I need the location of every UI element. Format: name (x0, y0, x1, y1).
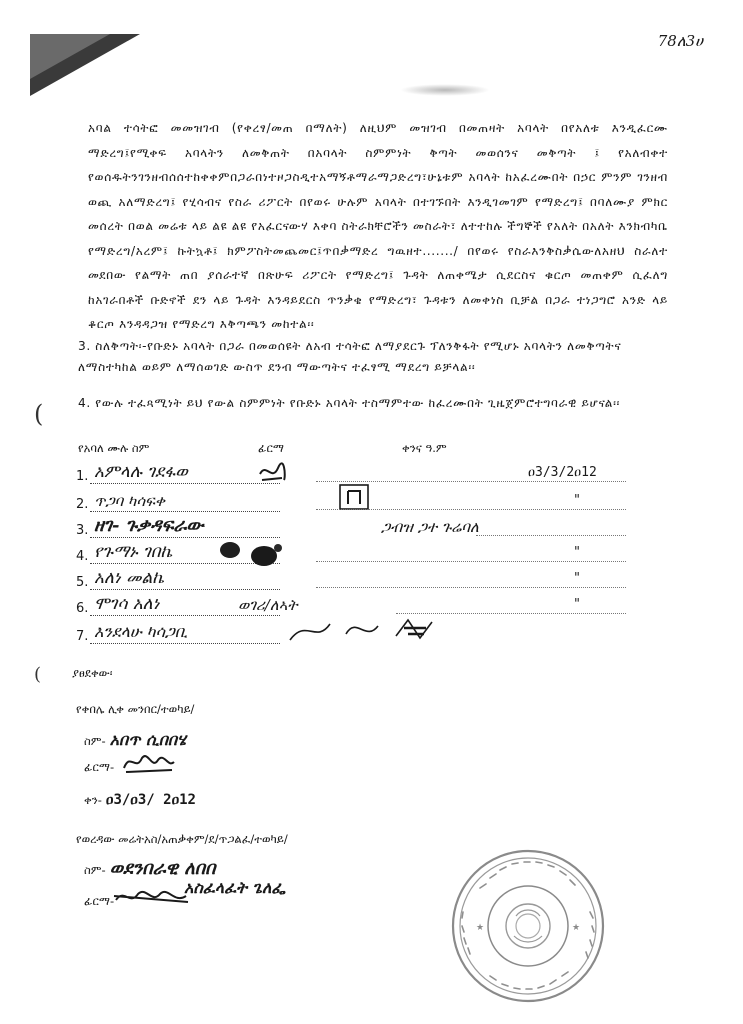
ditto-mark: " (574, 571, 580, 586)
handwritten-signature (112, 884, 192, 910)
name-label: ስም- (84, 734, 106, 748)
header-signature: ፊርማ (258, 441, 284, 455)
page-number: 78ለ3ሀ (657, 32, 703, 50)
fingerprint-box (338, 482, 372, 512)
signature-label: ፊርማ- (84, 894, 115, 908)
signature-text: ወገሪ/ለኣት (238, 596, 298, 614)
ink-smudge (400, 84, 490, 96)
handwritten-signature (118, 748, 178, 778)
handwritten-name: አበጥ ሲበበሄ (109, 730, 186, 749)
signature-text: ጋብዝ ጋተ ጉሬባለ (381, 518, 479, 536)
dotted-line (316, 509, 626, 510)
member-name: ሞገሳ አለነ (94, 594, 160, 614)
kebele-chair-signature (84, 760, 114, 775)
kebele-chair-date (84, 792, 196, 808)
dotted-line (90, 615, 280, 616)
woreda-official-name-2 (180, 878, 285, 898)
signature-mark (258, 460, 288, 484)
folded-corner (30, 34, 140, 96)
dotted-line (316, 561, 626, 562)
member-name: የጉማኑ ገበኬ (94, 542, 173, 562)
kebele-chair-name (84, 730, 186, 750)
signing-date: ዐ3/3/2ዐ12 (528, 465, 597, 480)
header-date: ቀንና ዓ.ም (402, 441, 447, 455)
member-name: እንደላሁ ካሳጋቢ (94, 622, 188, 641)
member-name: ዘገ- ጉቃዳፍራው (94, 515, 204, 536)
row-number: 1. (76, 469, 89, 484)
dotted-line (316, 587, 626, 588)
svg-text:★: ★ (572, 923, 581, 933)
header-member-name: የአባለ ሙሉ ስም (78, 441, 150, 455)
woreda-official-name (84, 858, 215, 879)
svg-text:★: ★ (476, 923, 485, 933)
row-number: 3. (76, 523, 89, 538)
date-label: ቀን- (84, 793, 102, 807)
row-number: 2. (76, 497, 89, 512)
member-name: አምላሉ ገደፋወ (94, 462, 188, 482)
name-label: ስም- (84, 863, 106, 877)
official-stamp (440, 848, 618, 1004)
handwritten-date: ዐ3/ዐ3/ 2ዐ12 (105, 792, 196, 808)
agreement-body: አባል ተሳትፎ መመዝገብ (የቀረፃ/መጠ በማለት) ለዚህም መዝገብ በመጠዛት አባላት በየአለቱ እንዲፈርሙ ማድረግ፤የሚቀፍ አባላትን ለመቅጠት በአባላት ስምምነት ቅጣት መወሰንና መቅጣት ፤ የአለብቀተ የወሰዱትንገንዘብሰሰተከቀቀምበጋራበነተዞጋስዲተአማኝቶማራማጋድረግ፣ሁኔቱም አባላት ከአፈረሙበት በኃር ምንም ገንዘብ ወጪ አለማድረግ፤ የሂሳብና የስራ ሪፖርት በየወሩ ሁሉም አባላት በተገኙበት እንዲገመገም የማድረግ፤ በባለሙያ ምክር መሰረት በወል መሬቱ ላይ ልዩ ልዩ የአፈርናውሃ እቀባ ስትራክቸሮችን መስራት፣ ለተተከሉ ችግኞች የአለት በአለት እንክብካቤ የማድረግ/አረም፤ ኩትኳቶ፤ ክምፖስትመጨመር፤ጥበቃማድረ ግዉዘተ......./ በየወሩ የስራእንቅስቃሴውለአዘህ ስራለተ መደበው የልማት ጠበ ያሰራተኛ በጽሁፍ ሪፖርት የማድረግ፤ ጉዳት ለጠቀሜታ ሲደርስና ቁርጦ መጠቀም ሲፈለግ ከአገራበቶች ቡድኖች ደን ላይ ጉዳት እንዳይደርስ ጥንቃቄ የማድረግ፣ ጉዳቱን ለመቀነስ ቢቻል በጋራ ተነጋግሮ አንድ ላይ ቆርጦ እንዳዳጋዝ የማድረግ እቅጣጫን መከተል፡፡ (88, 121, 668, 331)
dotted-line (90, 643, 280, 644)
handwritten-name: አስፈላፈት ጌለፌ (184, 878, 286, 897)
row-number: 5. (76, 575, 89, 590)
member-name: ጥጋባ ካሳፍቀ (94, 492, 165, 510)
ditto-mark: " (574, 597, 580, 612)
woreda-office-title: የወረዳው መሬትአስ/አጠቃቀም/ደ/ጥጋልፈ/ተወካይ/ (76, 832, 288, 846)
signature-scribble (286, 614, 446, 648)
ditto-mark: " (574, 493, 580, 508)
row-number: 7. (76, 629, 89, 644)
member-row (76, 618, 676, 648)
approval-label: ያፀደቀው፡ (72, 666, 113, 680)
row-number: 4. (76, 549, 89, 564)
clause-penalty: 3. ስለቅጣት፡-የቡድኑ አባላት በጋራ በመወሰዩት ለአብ ተሳትፎ ለማያደርጉ ፕለንቅፋት የሚሆኑ አባላትን ለመቅጣትና ለማስተካከል ወይም ለማሰወገድ ውስጥ ደንብ ማውጣትና ተፈፃሚ ማደረግ ይቻላል፡፡ (78, 339, 622, 374)
clause-effective-date: 4. የውሉ ተፈጻሚነት ይህ የውል ስምምነት የቡድኑ አባላት ተስማምተው ከፈረሙበት ጊዜጀምሮተግባራዊ ይሆናል፡፡ (78, 396, 621, 410)
member-name: አለነ መልኬ (94, 568, 164, 588)
member-row (76, 458, 676, 488)
ditto-mark: " (574, 545, 580, 560)
row-number: 6. (76, 601, 89, 616)
woreda-official-signature (84, 894, 114, 909)
dotted-line (90, 483, 280, 484)
handwritten-name: ወደንበራዊ ለበበ (109, 858, 216, 879)
margin-mark-1: ( (34, 400, 44, 428)
dotted-line (476, 535, 626, 536)
signature-label: ፊርማ- (84, 760, 115, 774)
margin-mark-2: ( (34, 664, 42, 685)
kebele-chair-title: የቀበሌ ሊቀ መንበር/ተወካይ/ (76, 702, 195, 716)
